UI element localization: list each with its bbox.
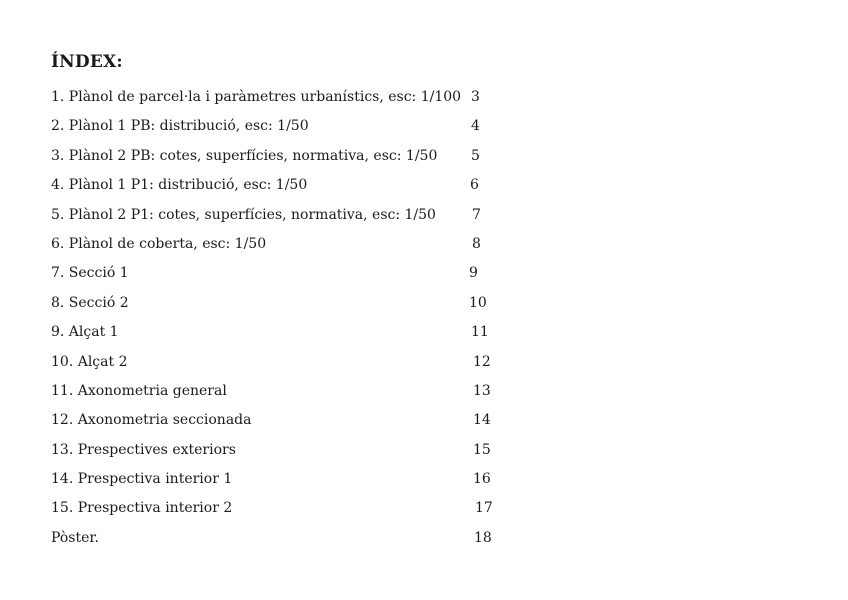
entry-label: 7. Secció 1 <box>51 265 129 282</box>
index-entry <box>51 174 511 203</box>
entry-label: 6. Plànol de coberta, esc: 1/50 <box>51 235 267 252</box>
index-title: ÍNDEX: <box>51 52 123 72</box>
entry-page-number: 6 <box>470 177 479 194</box>
entry-page-number: 8 <box>472 235 481 252</box>
index-entry <box>51 497 511 526</box>
entry-page-number: 3 <box>471 89 480 105</box>
entry-label: Pòster. <box>51 529 99 546</box>
entry-page-number: 17 <box>475 500 493 517</box>
index-entry <box>51 86 511 115</box>
entry-label: 11. Axonometria general <box>51 382 227 399</box>
index-entry <box>51 439 511 468</box>
entry-page-number: 18 <box>474 529 492 546</box>
entry-page-number: 10 <box>469 294 487 311</box>
entry-page-number: 13 <box>473 382 491 399</box>
entry-label: 8. Secció 2 <box>51 294 129 311</box>
entry-label: 14. Prespectiva interior 1 <box>51 471 233 488</box>
entry-page-number: 5 <box>471 147 480 164</box>
index-entry <box>51 321 511 350</box>
entry-label: 15. Prespectiva interior 2 <box>51 500 233 517</box>
entry-page-number: 11 <box>471 324 489 341</box>
entry-page-number: 4 <box>471 118 480 135</box>
entry-label: 13. Prespectives exteriors <box>51 441 236 458</box>
entry-label: 10. Alçat 2 <box>51 353 128 370</box>
index-entry <box>51 468 511 497</box>
entry-label: 5. Plànol 2 P1: cotes, superfícies, normativa, esc: 1/50 <box>51 206 436 223</box>
index-entry <box>51 409 511 438</box>
index-entry <box>51 292 511 321</box>
entry-label: 3. Plànol 2 PB: cotes, superfícies, normativa, esc: 1/50 <box>51 147 438 164</box>
entry-page-number: 15 <box>473 441 491 458</box>
index-entry <box>51 351 511 380</box>
index-entry <box>51 115 511 144</box>
entry-page-number: 14 <box>473 412 491 429</box>
entry-label: 9. Alçat 1 <box>51 324 119 341</box>
entry-page-number: 9 <box>469 265 478 282</box>
entry-label: 4. Plànol 1 P1: distribució, esc: 1/50 <box>51 177 308 194</box>
index-entry <box>51 527 511 556</box>
entry-label: 1. Plànol de parcel·la i paràmetres urbanístics, esc: 1/100 <box>51 89 462 105</box>
index-entry <box>51 380 511 409</box>
index-entry <box>51 233 511 262</box>
index-entry <box>51 204 511 233</box>
index-list <box>51 86 511 556</box>
entry-label: 12. Axonometria seccionada <box>51 412 252 429</box>
entry-page-number: 7 <box>472 206 481 223</box>
index-entry <box>51 145 511 174</box>
entry-label: 2. Plànol 1 PB: distribució, esc: 1/50 <box>51 118 309 135</box>
index-entry <box>51 262 511 291</box>
entry-page-number: 12 <box>473 353 491 370</box>
entry-page-number: 16 <box>473 471 491 488</box>
